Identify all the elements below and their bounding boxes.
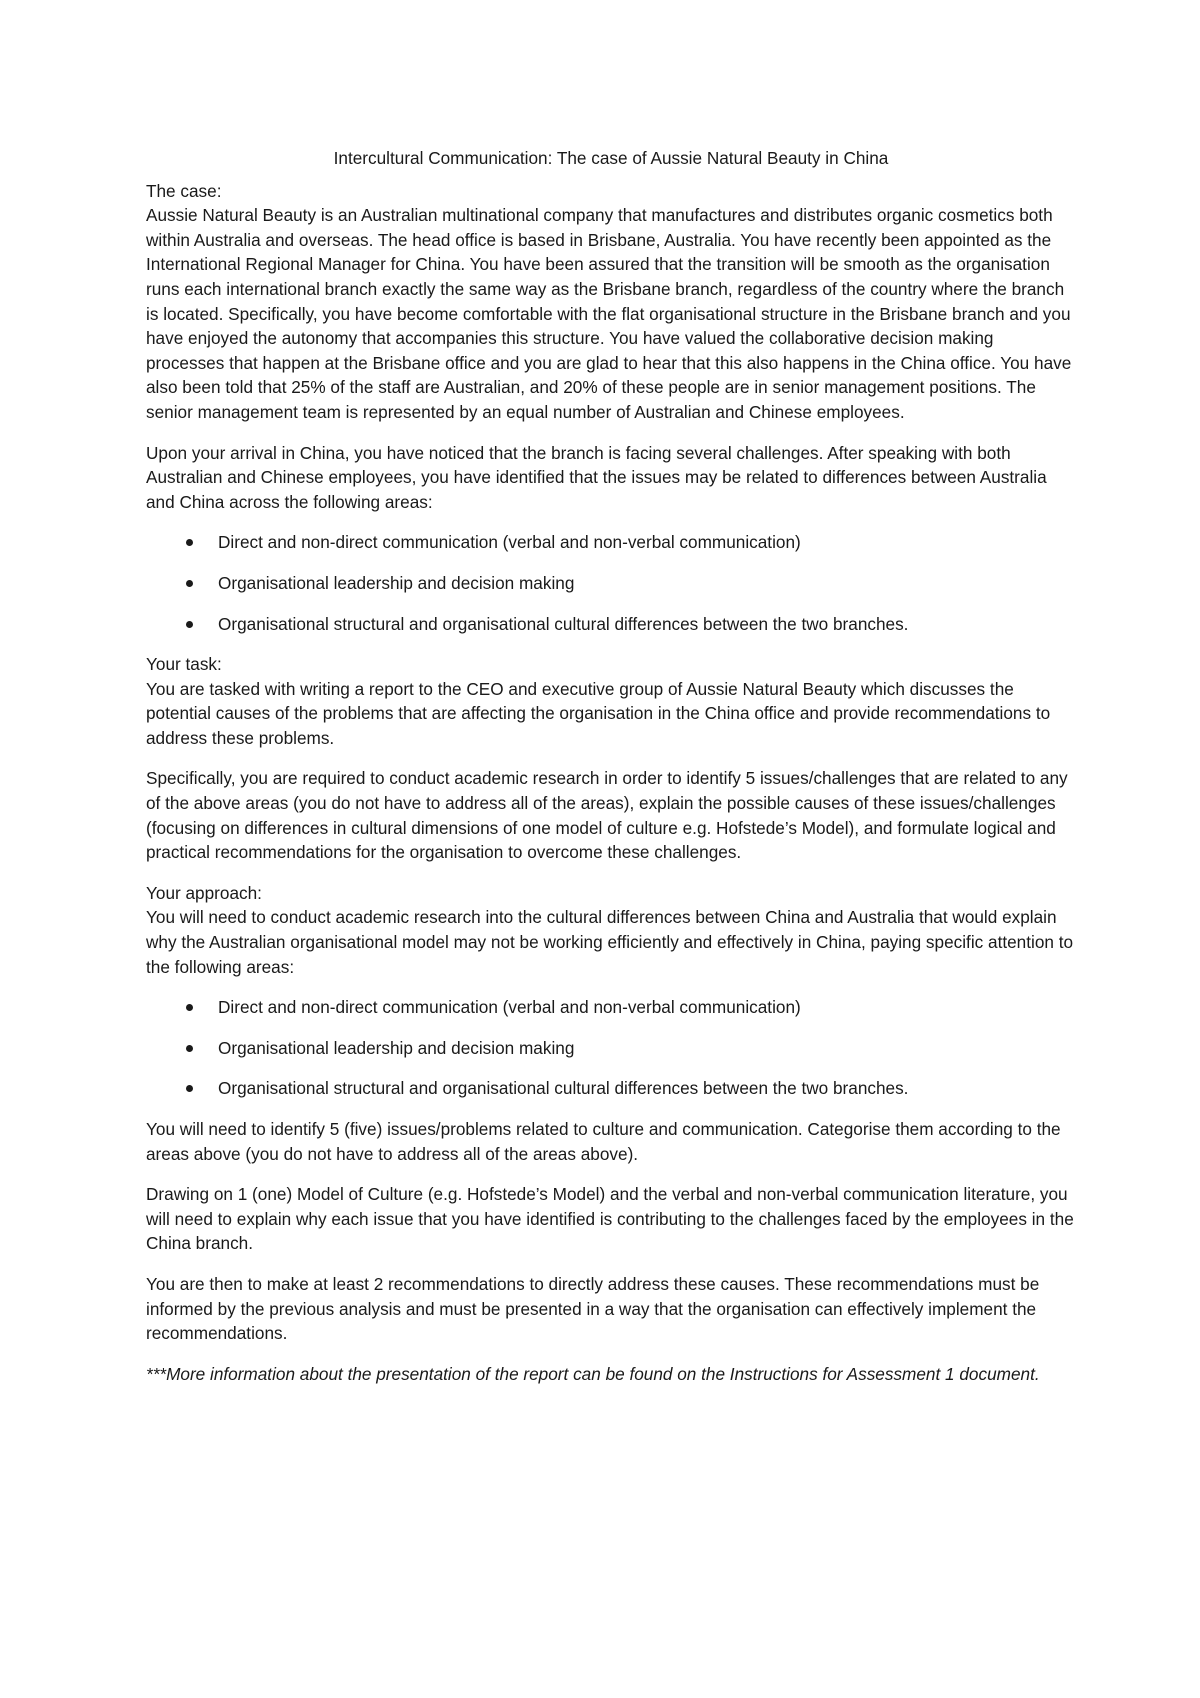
note-paragraph: ***More information about the presentation of the report can be found on the Instructions for Assessment 1 document. [146,1363,1040,1384]
bullet-icon [186,539,193,546]
case-areas-list [146,530,1076,636]
bullet-icon [186,621,193,628]
case-heading: The case: [146,180,222,201]
bullet-icon [186,1085,193,1092]
task-body: You are tasked with writing a report to the CEO and executive group of Aussie Natural Beauty which discusses the potential causes of the problems that are affecting the organisation in the China office and provide recommendations to address these problems. [146,678,1051,748]
list-item: Organisational leadership and decision making [146,571,1076,596]
case-body: Aussie Natural Beauty is an Australian multinational company that manufactures and distributes organic cosmetics both within Australia and overseas. The head office is based in Brisbane, Australia. You have recently been appointed as the International Regional Manager for China. You have been assured that the transition will be smooth as the organisation runs each international branch exactly the same way as the Brisbane branch, regardless of the country where the branch is located. Specifically, you have become comfortable with the flat organisational structure in the Brisbane branch and you have enjoyed the autonomy that accompanies this structure. You have valued the collaborative decision making processes that happen at the Brisbane office and you are glad to hear that this also happens in the China office. You have also been told that 25% of the staff are Australian, and 20% of these people are in senior management positions. The senior management team is represented by an equal number of Australian and Chinese employees. [146,205,1072,422]
bullet-icon [186,1004,193,1011]
list-item: Organisational leadership and decision making [146,1036,1076,1061]
list-item: Organisational structural and organisational cultural differences between the two branches. [146,612,1076,637]
identify-paragraph: You will need to identify 5 (five) issues/problems related to culture and communication. Categorise them according to the areas above (you do not have to address all of the areas above). [146,1119,1061,1164]
approach-areas-list [146,995,1076,1101]
bullet-icon [186,1045,193,1052]
document-page [146,146,1076,1402]
arrival-paragraph: Upon your arrival in China, you have noticed that the branch is facing several challenges. After speaking with both Australian and Chinese employees, you have identified that the issues may be related to differences between Australia and China across the following areas: [146,442,1047,512]
approach-heading: Your approach: [146,882,262,903]
specifically-paragraph: Specifically, you are required to conduct academic research in order to identify 5 issues/challenges that are related to any of the above areas (you do not have to address all of the areas), explain the possible causes of these issues/challenges (focusing on differences in cultural dimensions of one model of culture e.g. Hofstede’s Model), and formulate logical and practical recommendations for the organisation to overcome these challenges. [146,768,1068,863]
approach-section [146,881,1076,979]
case-section [146,179,1076,425]
task-section [146,652,1076,750]
document-title: Intercultural Communication: The case of Aussie Natural Beauty in China [333,148,889,168]
list-item: Organisational structural and organisational cultural differences between the two branches. [146,1076,1076,1101]
drawing-paragraph: Drawing on 1 (one) Model of Culture (e.g. Hofstede’s Model) and the verbal and non-verbal communication literature, you will need to explain why each issue that you have identified is contributing to the challenges faced by the employees in the China branch. [146,1184,1074,1254]
recommendations-paragraph: You are then to make at least 2 recommendations to directly address these causes. These recommendations must be informed by the previous analysis and must be presented in a way that the organisation can effectively implement the recommendations. [146,1273,1040,1344]
task-heading: Your task: [146,654,222,675]
approach-body: You will need to conduct academic research into the cultural differences between China and Australia that would explain why the Australian organisational model may not be working efficiently and effectively in China, paying specific attention to the following areas: [146,907,1074,977]
bullet-icon [186,580,193,587]
list-item: Direct and non-direct communication (verbal and non-verbal communication) [146,530,1076,555]
list-item: Direct and non-direct communication (verbal and non-verbal communication) [146,995,1076,1020]
